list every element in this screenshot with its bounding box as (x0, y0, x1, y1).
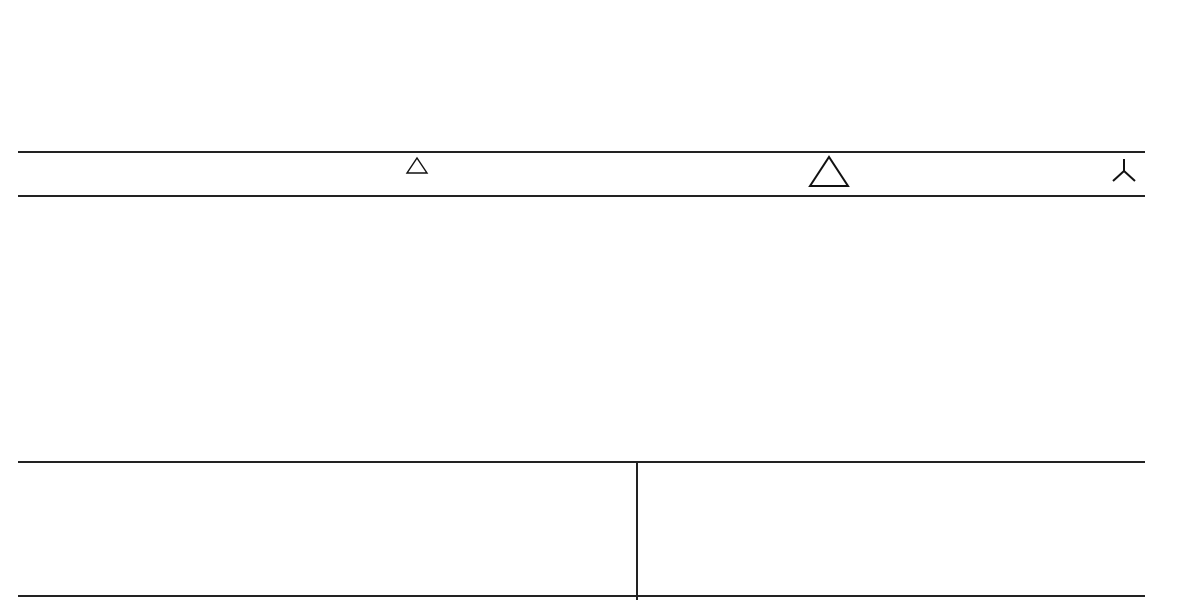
divider (18, 195, 1145, 197)
delta-large-icon (808, 154, 852, 190)
divider (18, 151, 1145, 153)
star-connection-icon (1110, 157, 1138, 185)
delta-small-icon (406, 156, 430, 176)
column-divider (636, 462, 638, 600)
divider (18, 461, 1145, 463)
divider (18, 595, 1145, 597)
